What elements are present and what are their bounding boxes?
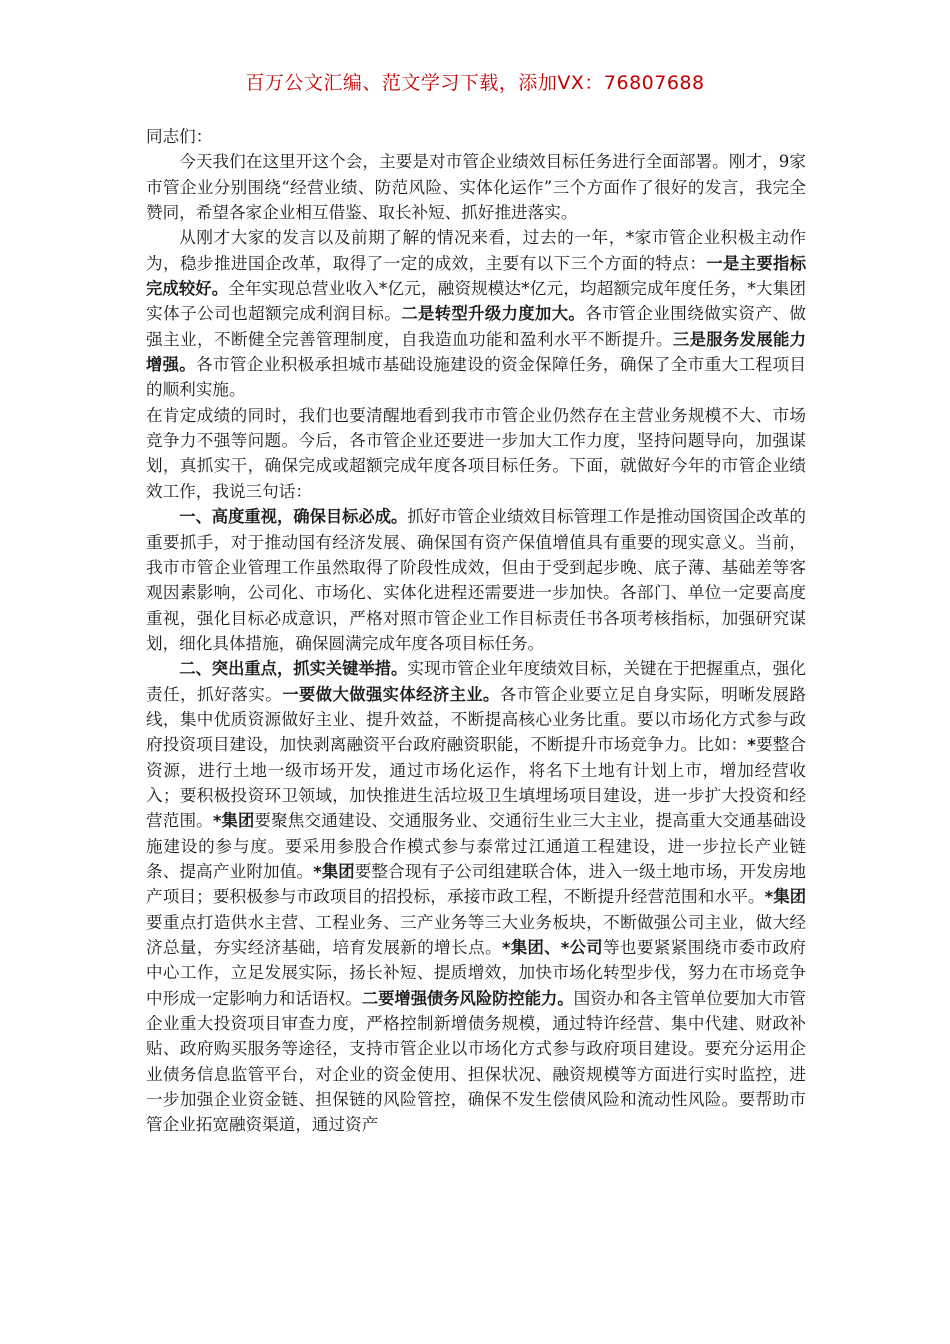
achievements-point-one: 全年实现总营业收入*亿元，融资规模达*亿元，均超额完成年度任务，*大集团实体子公司也超额完成利润目标。 [146,279,806,324]
salutation: 同志们： [146,127,213,146]
section-two-sub-one-text: 各市管企业要立足自身实际，明晰发展路线，集中优质资源做好主业、提升效益，不断提高核心业务比重。要以市场化方式参与政府投资项目建设，加快剥离融资平台政府融资职能，不断提升市场竞争力。比如： [146,684,806,755]
entity-e-text: 等也要紧紧围绕市委市政府中心工作，立足发展实际，扬长补短、提质增效，加快市场化转型步伐，努力在市场竞争中形成一定影响力和话语权。 [146,938,807,1008]
section-one-text: 抓好市管企业绩效目标管理工作是推动国资国企改革的重要抓手，对于推动国有经济发展、确保国有资产保值增值具有重要的现实意义。当前，我市市管企业管理工作虽然取得了阶段性成效，但由于受到起步晚、底子薄、基础差等客观因素影响，公司化、市场化、实体化进程还需要进一步加快。各部门、单位一定要高度重视，强化目标必成意识，严格对照市管企业工作目标责任书各项考核指标，加强研究谋划，细化具体措施，确保圆满完成年度各项目标任务。 [146,507,806,653]
highlight-point-two: 二是转型升级力度加大。 [401,304,586,324]
entity-a-text: 要整合资源，进行土地一级市场开发，通过市场化运作，将名下土地有计划上市，增加经营收入；要积极投资环卫领域，加快推进生活垃圾卫生填埋场项目建设，进一步扩大投资和经营范围。 [146,735,807,831]
entity-highlight-d: *集团 [764,887,807,907]
achievements-point-three: 各市管企业积极承担城市基础设施建设的资金保障任务，确保了全市重大工程项目的顺利实施。 [146,355,806,400]
section-two-sub-two-text: 国资办和各主管单位要加大市管企业重大投资项目审查力度，严格控制新增债务规模，通过特许经营、集中代建、财政补贴、政府购买服务等途径，支持市管企业以市场化方式参与政府项目建设。要充分运用企业债务信息监管平台，对企业的资金使用、担保状况、融资规模等方面进行实时监控，进一步加强企业资金链、担保链的风险管控，确保不发生偿债风险和流动性风险。要帮助市管企业拓宽融资渠道，通过资产 [146,988,807,1135]
section-two-heading: 二、突出重点，抓实关键举措。 [179,659,408,679]
entity-highlight-b: *集团 [212,811,255,831]
header-banner: 百万公文汇编、范文学习下载，添加VX：76807688 [245,72,705,94]
achievements-point-two: 各市管企业围绕做实资产、做强主业，不断健全完善管理制度，自我造血功能和盈利水平不断提升。 [146,304,806,349]
section-two-intro: 实现市管企业年度绩效目标，关键在于把握重点，强化责任，抓好落实。 [146,659,806,704]
document-body [146,124,806,1138]
paragraph-opening: 今天我们在这里开这个会，主要是对市管企业绩效目标任务进行全面部署。刚才，9家市管企业分别围绕“经营业绩、防范风险、实体化运作”三个方面作了很好的发言，我完全赞同，希望各家企业相互借鉴、取长补短、抓好推进落实。 [146,152,806,223]
entity-d-text: 要重点打造供水主营、工程业务、三产业务等三大业务板块，不断做强公司主业，做大经济总量，夯实经济基础，培育发展新的增长点。 [146,912,806,957]
entity-highlight-a: * [747,735,756,755]
entity-highlight-c: *集团 [313,861,355,881]
section-two-sub-one-heading: 一要做大做强实体经济主业。 [282,684,500,704]
entity-b-text: 要聚焦交通建设、交通服务业、交通衍生业三大主业，提高重大交通基础设施建设的参与度。要采用参股合作模式参与泰常过江通道工程建设，进一步拉长产业链条、提高产业附加值。 [146,811,807,881]
achievements-intro: 从刚才大家的发言以及前期了解的情况来看，过去的一年，*家市管企业积极主动作为，稳步推进国企改革，取得了一定的成效，主要有以下三个方面的特点： [146,228,806,273]
section-two-sub-two-heading: 二要增强债务风险防控能力。 [361,988,574,1008]
highlight-point-three: 三是服务发展能力增强。 [146,329,806,375]
paragraph-problems: 在肯定成绩的同时，我们也要清醒地看到我市市管企业仍然存在主营业务规模不大、市场竞争力不强等问题。今后，各市管企业还要进一步加大工作力度，坚持问题导向，加强谋划，真抓实干，确保完成或超额完成年度各项目标任务。下面，就做好今年的市管企业绩效工作，我说三句话： [146,405,806,501]
section-one-heading: 一、高度重视，确保目标必成。 [179,507,408,527]
entity-highlight-e: *集团、*公司 [502,938,603,957]
highlight-point-one: 一是主要指标完成较好。 [146,253,806,299]
paragraph-achievements [146,225,806,402]
entity-c-text: 要整合现有子公司组建联合体，进入一级土地市场，开发房地产项目；要积极参与市政项目的招投标，承接市政工程，不断提升经营范围和水平。 [146,861,807,907]
paragraph-section-one [146,504,806,656]
paragraph-section-two [146,656,806,1138]
